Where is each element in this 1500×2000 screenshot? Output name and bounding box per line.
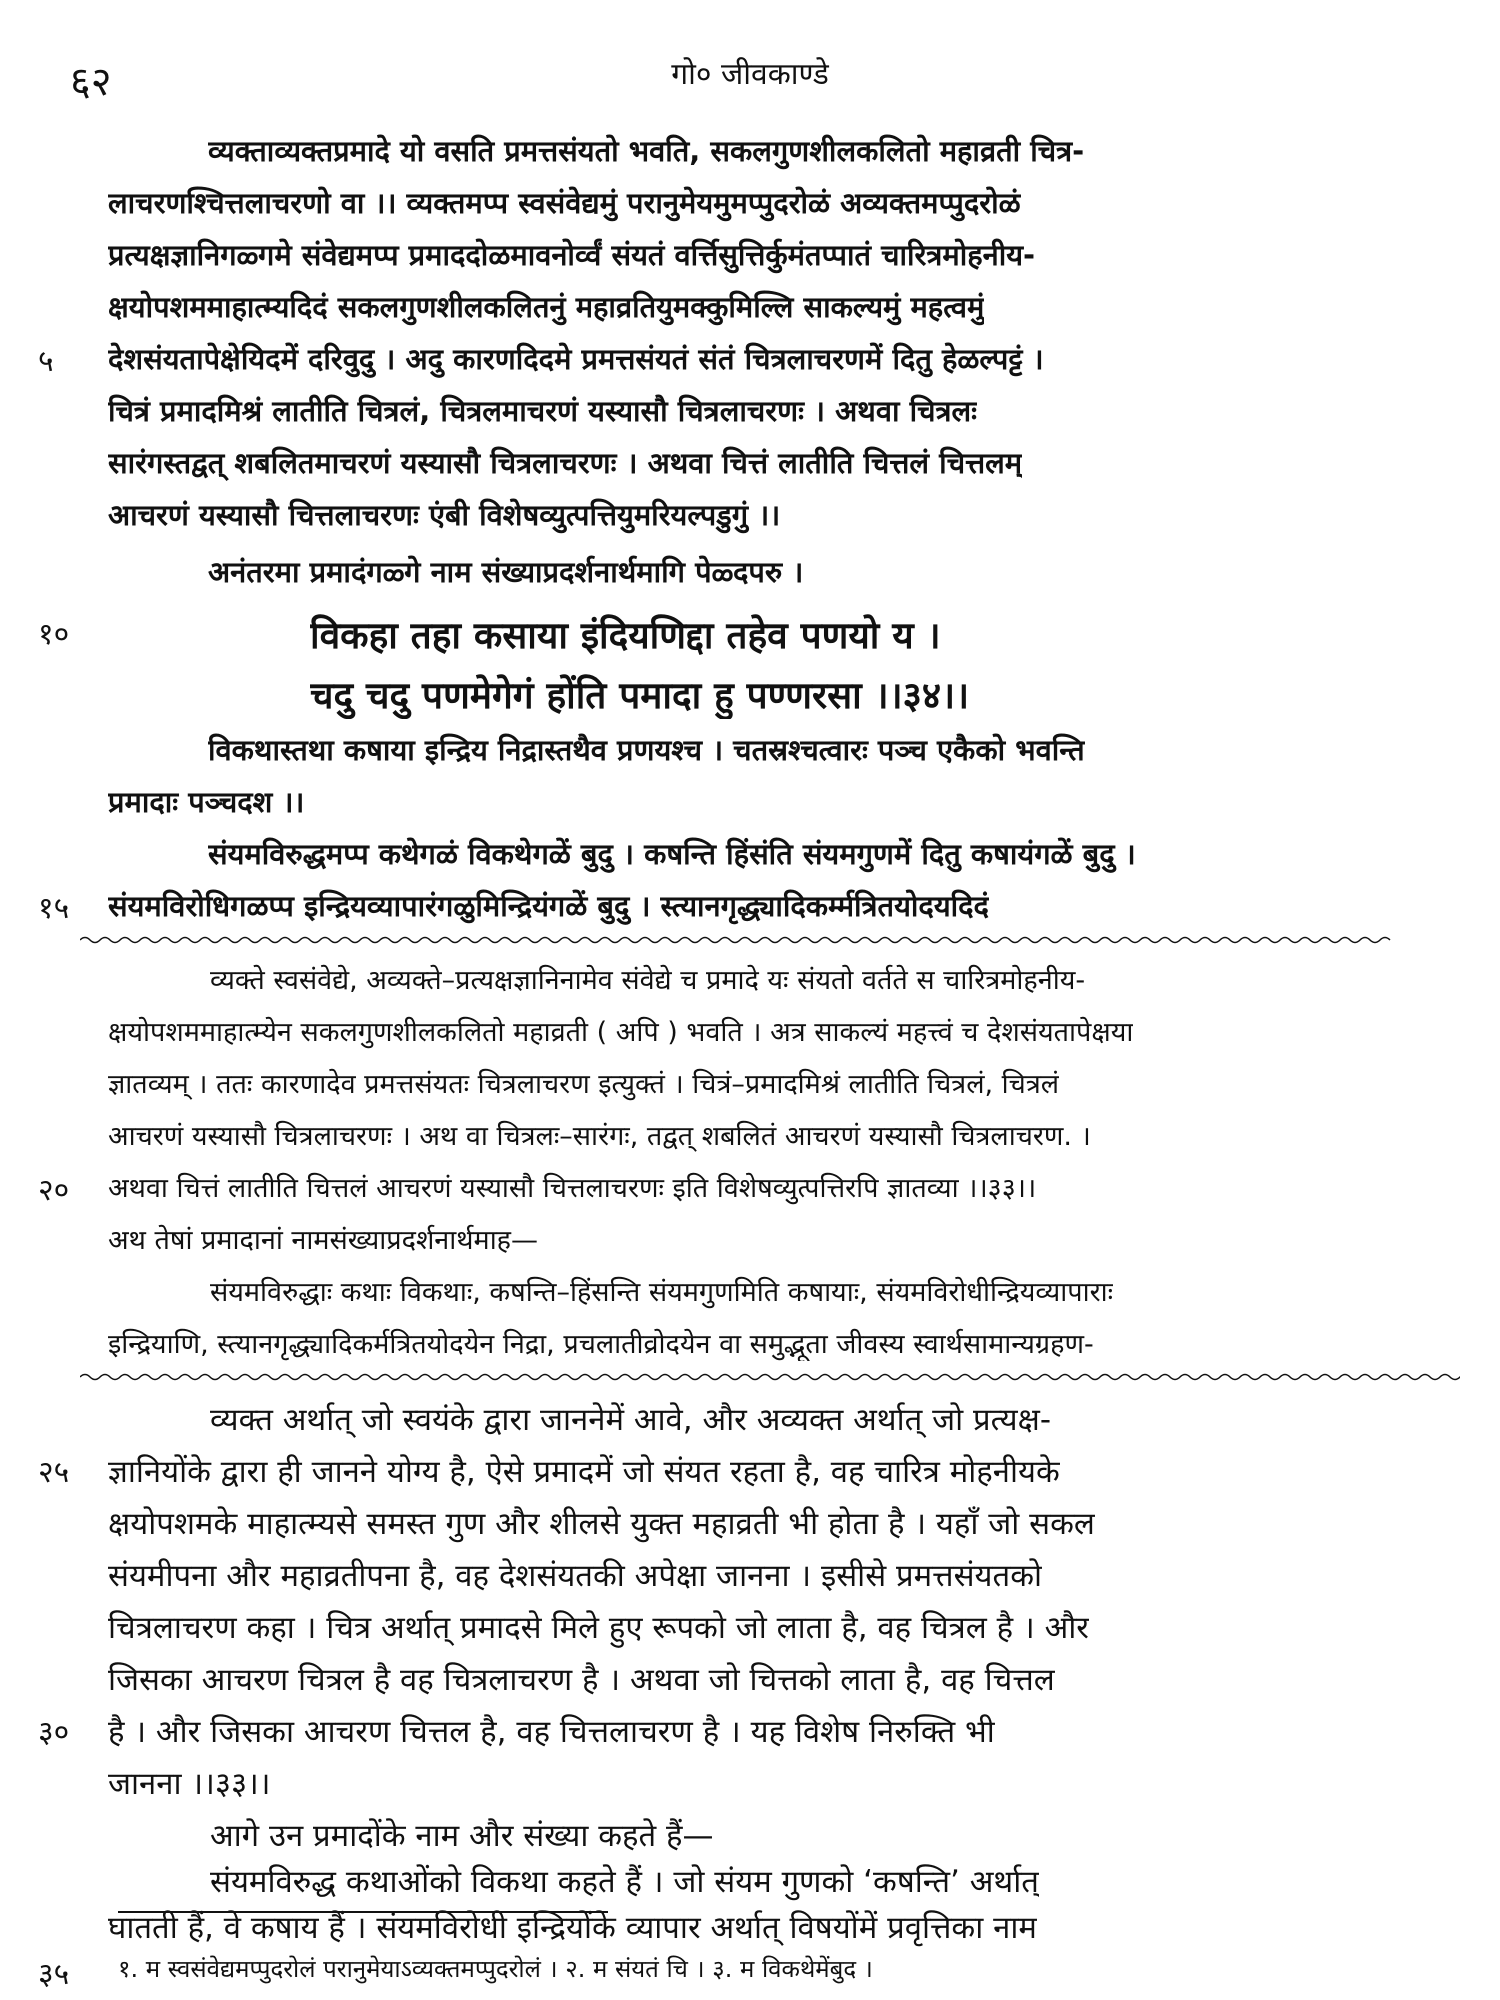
tika-line: क्षयोपशममाहात्म्येन सकलगुणशीलकलितो महाव्रती ( अपि ) भवति । अत्र साकल्यं महत्त्वं च देशसंयतापेक्षया [108, 1017, 1134, 1048]
footnote: १. म स्वसंवेद्यमप्पुदरोलं परानुमेयाऽव्यक्तमप्पुदरोलं । २. म संयतं चि । ३. म विकथेमेंबुद । [118, 1955, 873, 1983]
gatha-commentary-line: संयमविरुद्धमप्प कथेगळं विकथेगळें बुदु । कषन्ति हिंसंति संयमगुणमें दितु कषायंगळें बुदु । [208, 837, 1136, 871]
commentary-line: देशसंयतापेक्षेयिदमें दरिवुदु । अदु कारणदिदमे प्रमत्तसंयतं संतं चित्रलाचरणमें दितु हेळल्पट्टं । [108, 342, 1044, 376]
translation-line: संयमविरुद्ध कथाओंको विकथा कहते हैं । जो संयम गुणको ‘कषन्ति’ अर्थात् [210, 1864, 1039, 1900]
tika-line: अथ तेषां प्रमादानां नामसंख्याप्रदर्शनार्थमाह— [108, 1225, 539, 1256]
tika-line: अथवा चित्तं लातीति चित्तलं आचरणं यस्यासौ चित्तलाचरणः इति विशेषव्युत्पत्तिरपि ज्ञातव्या ।।३३।। [108, 1173, 1037, 1204]
wavy-divider [80, 1372, 1460, 1382]
translation-line: घातती हैं, वे कषाय हैं । संयमविरोधी इन्द्रियोंके व्यापार अर्थात् विषयोंमें प्रवृत्तिका नाम [108, 1910, 1037, 1946]
tika-line: इन्द्रियाणि, स्त्यानगृद्ध्यादिकर्मत्रितयोदयेन निद्रा, प्रचलातीव्रोदयेन वा समुद्भूता जीवस्य स्वार्थसामान्यग्रहण- [108, 1329, 1094, 1360]
tika-line: व्यक्ते स्वसंवेद्ये, अव्यक्ते–प्रत्यक्षज्ञानिनामेव संवेद्ये च प्रमादे यः संयतो वर्तते स चारित्रमोहनीय- [210, 965, 1086, 996]
translation-line: आगे उन प्रमादोंके नाम और संख्या कहते हैं— [210, 1818, 714, 1854]
gatha-commentary-line: संयमविरोधिगळप्प इन्द्रियव्यापारंगळुमिन्द्रियंगळें बुदु । स्त्यानगृद्ध्यादिकर्म्मत्रितयोदयदिदं [108, 889, 989, 923]
margin-line-number: ३५ [38, 1957, 70, 1992]
gatha-line: विकहा तहा कसाया इंदियणिद्दा तहेव पणयो य । [310, 614, 941, 657]
translation-line: व्यक्त अर्थात् जो स्वयंके द्वारा जाननेमें आवे, और अव्यक्त अर्थात् जो प्रत्यक्ष- [210, 1402, 1052, 1438]
commentary-line: लाचरणश्चित्तलाचरणो वा ।। व्यक्तमप्प स्वसंवेद्यमुं परानुमेयमुमप्पुदरोळं अव्यक्तमप्पुदरोळं [108, 186, 1021, 220]
translation-line: जिसका आचरण चित्रल है वह चित्रलाचरण है । अथवा जो चित्तको लाता है, वह चित्तल [108, 1662, 1055, 1698]
translation-line: संयमीपना और महाव्रतीपना है, वह देशसंयतकी अपेक्षा जानना । इसीसे प्रमत्तसंयतको [108, 1558, 1043, 1594]
translation-line: ज्ञानियोंके द्वारा ही जानने योग्य है, ऐसे प्रमादमें जो संयत रहता है, वह चारित्र मोहनीयके [108, 1454, 1060, 1490]
margin-line-number: ५ [38, 344, 54, 379]
translation-line: जानना ।।३३।। [108, 1766, 271, 1802]
gatha-commentary-line: प्रमादाः पञ्चदश ।। [108, 785, 305, 819]
margin-line-number: १० [38, 617, 70, 652]
margin-line-number: ३० [38, 1715, 70, 1750]
margin-line-number: २० [38, 1173, 70, 1208]
footnote-rule [118, 1911, 608, 1913]
commentary-line: सारंगस्तद्वत् शबलितमाचरणं यस्यासौ चित्रलाचरणः । अथवा चित्तं लातीति चित्तलं चित्तलम् [108, 446, 1023, 480]
commentary-line: प्रत्यक्षज्ञानिगळ्गमे संवेद्यमप्प प्रमाददोळमावनोर्व्वं संयतं वर्त्तिसुत्तिर्कुमंतप्पातं चारित्रमोहनीय- [108, 238, 1036, 272]
gatha-line: चदु चदु पणमेगेगं होंति पमादा हु पण्णरसा ।।३४।। [310, 674, 970, 717]
tika-line: ज्ञातव्यम् । ततः कारणादेव प्रमत्तसंयतः चित्रलाचरण इत्युक्तं । चित्रं–प्रमादमिश्रं लातीति चित्रलं, चित्रलं [108, 1069, 1060, 1100]
commentary-line: अनंतरमा प्रमादंगळ्गे नाम संख्याप्रदर्शनार्थमागि पेळ्दपरु । [208, 555, 804, 589]
commentary-line: आचरणं यस्यासौ चित्तलाचरणः एंबी विशेषव्युत्पत्तियुमरियल्पडुगुं ।। [108, 498, 781, 532]
page-number: ६२ [70, 59, 112, 105]
wavy-divider [80, 935, 1460, 945]
gatha-commentary-line: विकथास्तथा कषाया इन्द्रिय निद्रास्तथैव प्रणयश्च । चतस्रश्चत्वारः पञ्च एकैको भवन्ति [208, 733, 1085, 767]
commentary-line: क्षयोपशममाहात्म्यदिदं सकलगुणशीलकलितनुं महाव्रतियुमक्कुमिल्लि साकल्यमुं महत्वमुं [108, 290, 985, 324]
translation-line: चित्रलाचरण कहा । चित्र अर्थात् प्रमादसे मिले हुए रूपको जो लाता है, वह चित्रल है । और [108, 1610, 1089, 1646]
margin-line-number: १५ [38, 891, 70, 926]
tika-line: आचरणं यस्यासौ चित्रलाचरणः । अथ वा चित्रलः–सारंगः, तद्वत् शबलितं आचरणं यस्यासौ चित्रलाचरण. । [108, 1121, 1091, 1152]
translation-line: क्षयोपशमके माहात्म्यसे समस्त गुण और शीलसे युक्त महाव्रती भी होता है । यहाँ जो सकल [108, 1506, 1095, 1542]
tika-line: संयमविरुद्धाः कथाः विकथाः, कषन्ति–हिंसन्ति संयमगुणमिति कषायाः, संयमविरोधीन्द्रियव्यापाराः [210, 1277, 1114, 1308]
margin-line-number: २५ [38, 1455, 70, 1490]
commentary-line: चित्रं प्रमादमिश्रं लातीति चित्रलं, चित्रलमाचरणं यस्यासौ चित्रलाचरणः । अथवा चित्रलः [108, 394, 978, 428]
commentary-line: व्यक्ताव्यक्तप्रमादे यो वसति प्रमत्तसंयतो भवति, सकलगुणशीलकलितो महाव्रती चित्र- [208, 134, 1085, 168]
translation-line: है । और जिसका आचरण चित्तल है, वह चित्तलाचरण है । यह विशेष निरुक्ति भी [108, 1714, 995, 1750]
running-title: गो० जीवकाण्डे [671, 57, 829, 92]
